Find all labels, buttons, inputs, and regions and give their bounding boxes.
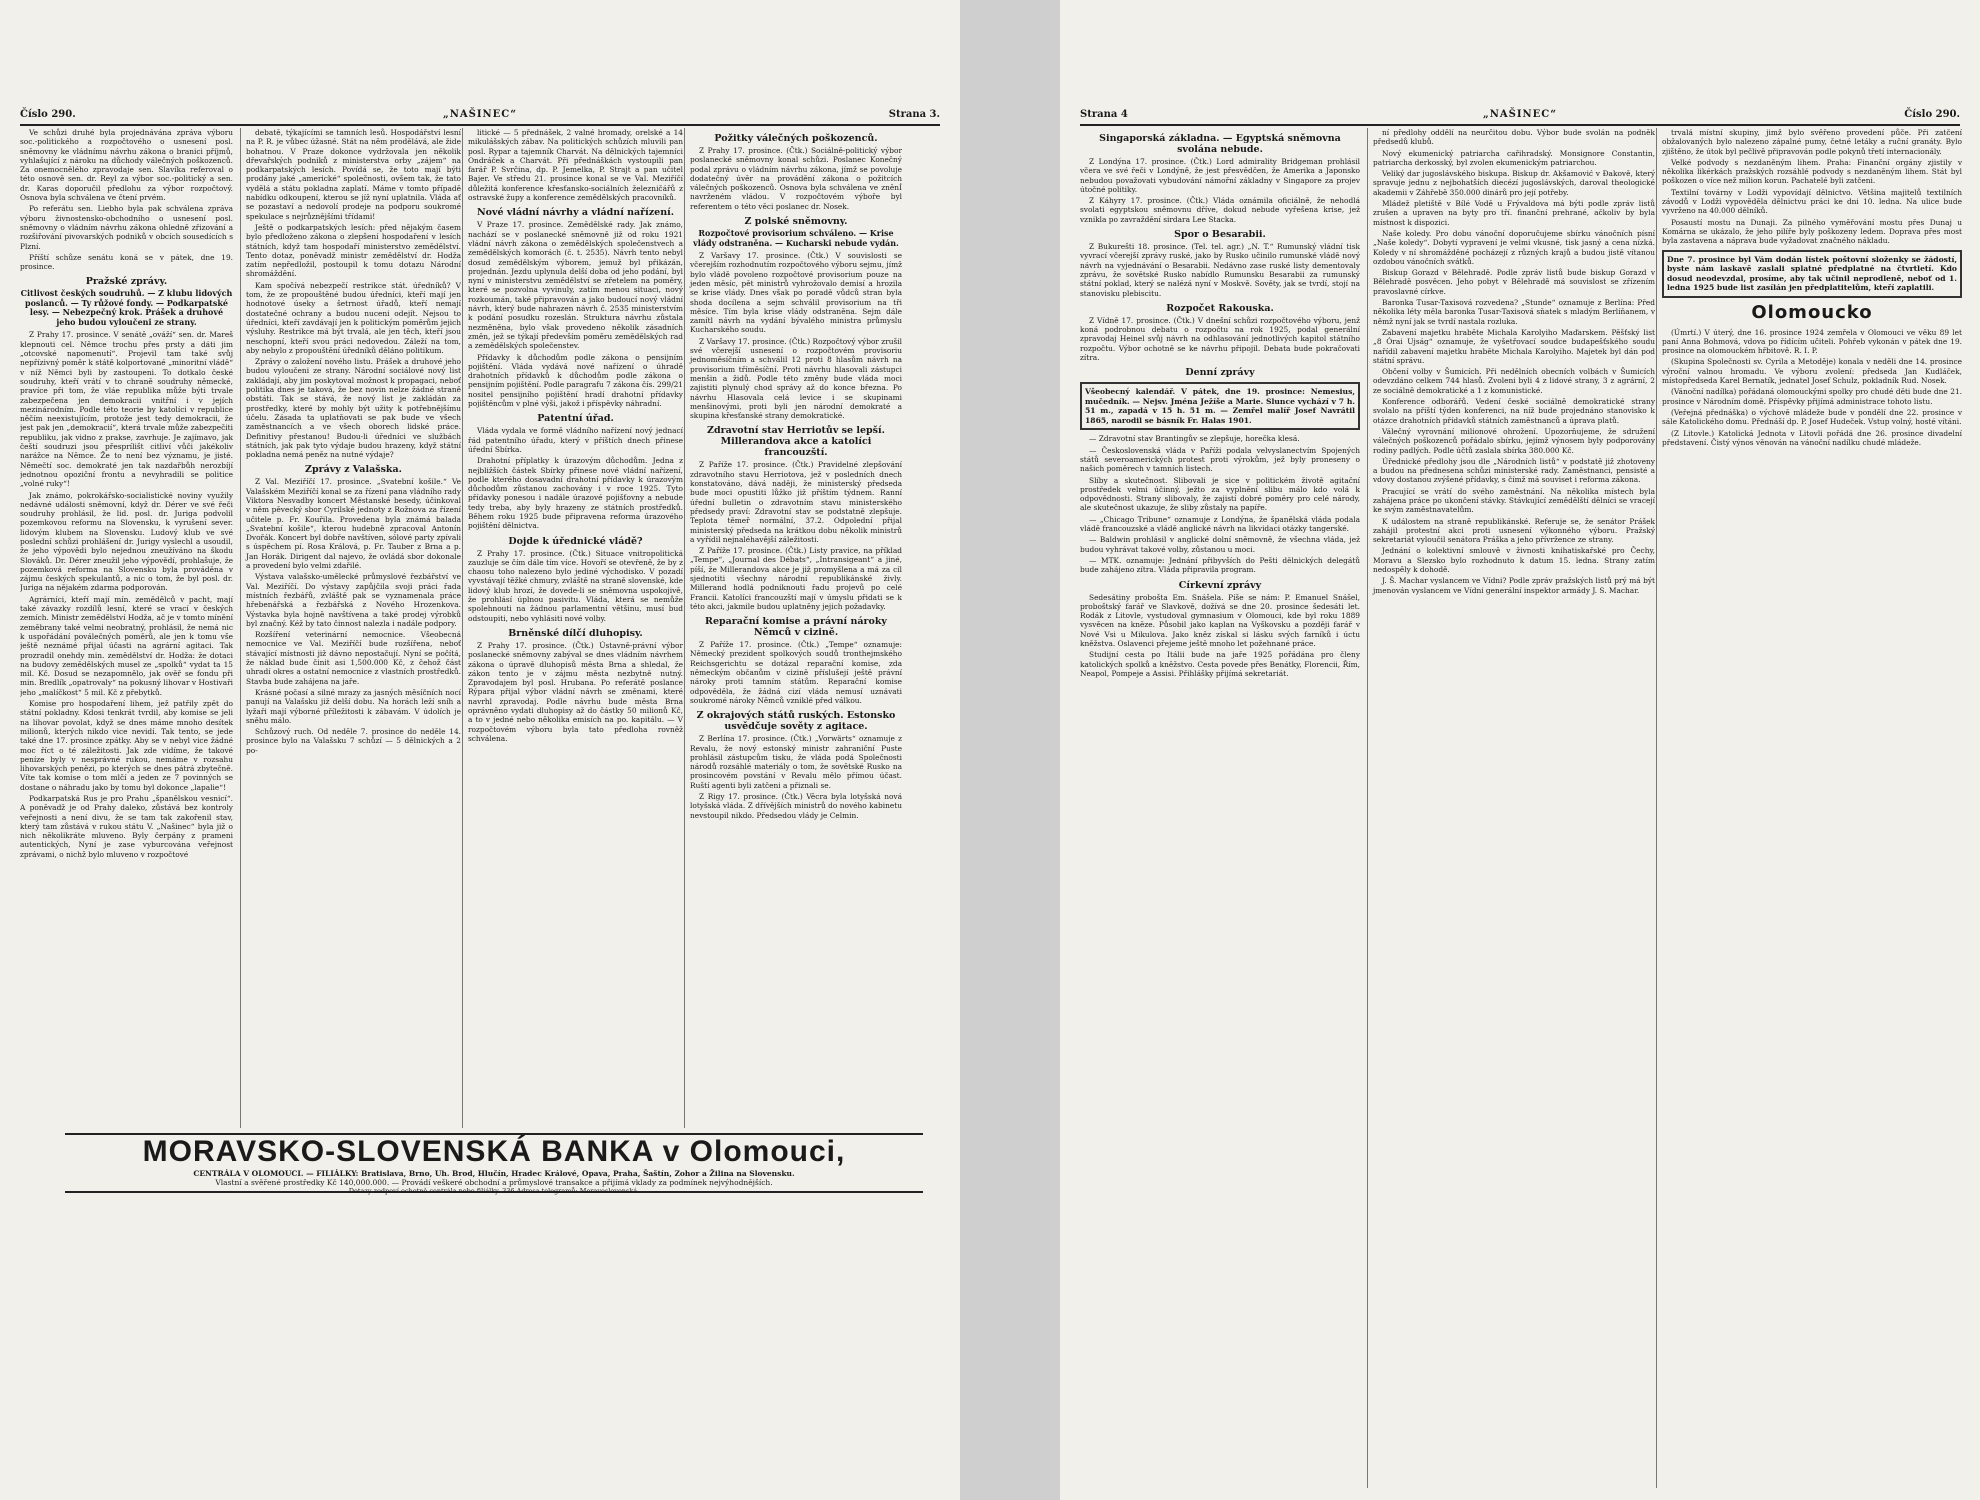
article-paragraph: (Vánoční nadílka) pořádaná olomouckými spolky pro chudé děti bude dne 21. prosince v Národním domě. Příspěvky přijímá administrace tohoto listu.	[1662, 387, 1962, 406]
article-headline: Zdravotní stav Herriotův se lepší. Millerandova akce a katolíci francouzští.	[707, 425, 885, 459]
bank-contact: Dotazy zodpoví ochotně centrála nebo filiálky. 336 Adresa telegramů: Moravoslovenská.	[348, 1187, 640, 1195]
right-newspaper-page	[1060, 0, 1980, 1500]
article-paragraph: Drahotní příplatky k úrazovým důchodům. Jedna z nejbližších částek Sbírky přinese nové vládní nařízení, podle kterého dosavadní drahotní přídavky k úrazovým důchodům zůstanou zachovány i v roce 1925. Tyto přídavky ponesou i nadále úrazové pojišťovny a nebude tedy treba, aby byly hrazeny ze státních prostředků. Během roku 1925 bude připravena reforma úrazového pojištění dělnictva.	[468, 456, 683, 531]
article-paragraph: — Zdravotní stav Brantingův se zlepšuje, horečka klesá.	[1089, 434, 1300, 444]
article-column	[1367, 128, 1655, 1488]
article-paragraph: Slíby a skutečnost. Slibovali je sice v politickém životě agitační prostředek velmi účinný, ježto za vyplnění slibu málo kdo volá k odpovědnosti. Strany slibovaly, že zajistí dobré poměry pro celé národy, ale skutečnost ukazuje, že sliby zůstaly na papíře.	[1080, 475, 1360, 513]
article-column	[1080, 128, 1360, 1488]
article-column	[462, 128, 683, 1128]
article-paragraph: Z Varšavy 17. prosince. (Čtk.) V souvislosti se včerejším rozhodnutím rozpočtového výboru sejmu, jímž bylo vládě povoleno rozpočtové provisorium pouze na jeden měsíc, pět ministrů vyhrožovalo demisí a hrozila se krise vlády. Dnes však po poradě vůdců stran byla shoda docílena a sejm schválil provisorium na tři měsíce. Tím byla krise vlády odstraněna. Sejm dále zamítl návrh na vydání bývalého ministra průmyslu Kucharského soudu.	[690, 251, 902, 335]
article-paragraph: Sedesátiny probošta Em. Snášela. Píše se nám: P. Emanuel Snášel, proboštský farář ve Slavkově, dožívá se dne 20. prosince šedesáti let. Rodák z Litovle, vystudoval gymnasium v Olomouci, kde byl roku 1889 vysvěcen na kněze. Působil jako kaplan na Vyškovsku a později farář v Nové Vsi u Mikulova. Jako kněz získal si lásku svých farníků i úctu kněžstva. Oslavenci přejeme ještě mnoho let požehnané práce.	[1080, 592, 1360, 648]
article-paragraph: — „Chicago Tribune“ oznamuje z Londýna, že španělská vláda podala vládě francouzské a vládě anglické návrh na likvidaci otázky tangerské.	[1080, 514, 1360, 534]
article-paragraph: Přídavky k důchodům podle zákona o pensijním pojištění. Vláda vydává nové nařízení o úhradě drahotních přídavků k důchodům podle zákona o pensijním pojištění. Podle paragrafu 7 zákona čís. 299/21 nositel pensijního pojištění hradí drahotní přídavky pojištěncům v plné výši, jakož i příspěvky náhradní.	[468, 352, 683, 409]
article-paragraph: Příští schůze senátu koná se v pátek, dne 19. prosince.	[20, 252, 233, 272]
article-paragraph: Občení volby v Šumicích. Při nedělních obecních volbách v Šumicích odevzdáno celkem 744 hlasů. Zvoleni byli 4 z lidové strany, 3 z agrární, 2 ze sociálně demokratické a 1 z komunistické.	[1373, 367, 1655, 395]
article-paragraph: Z Paříže 17. prosince. (Čtk.) Pravidelné zlepšování zdravotního stavu Herriotova, jež v posledních dnech konstatováno, dává naději, že ministerský předseda bude moci opustiti lůžko již příštím týdnem. Ranní úřední bulletin o zdravotním stavu ministerského předsedy praví: Zdravotní stav se podstatně zlepšuje. Teplota těmeř normální, 37.2. Odpolední přijal ministerský předseda na krátkou dobu několik ministrů a vyřídil nejnaléhavější záležitosti.	[690, 460, 902, 544]
left-newspaper-page	[0, 0, 960, 1500]
article-paragraph: Po referátu sen. Liebho byla pak schválena zpráva výboru živnostensko-obchodního o usnesení posl. sněmovny o vládním návrhu zákona ohledně zřizování a rozšiřování pivovarských podniků v obcích sousedících s Plzní.	[20, 204, 233, 251]
article-paragraph: K událostem na straně republikánské. Referuje se, že senátor Prášek zahájil protestní akci proti usnesení výkonného výboru. Pražský sekretariát vyloučil senátora Práška a jeho přívržence ze strany.	[1373, 516, 1655, 545]
article-paragraph: Komise pro hospodaření lihem, jež patřily zpět do státní pokladny. Kdosi tenkrát tvrdil, aby komise se jeli na lihovar povolat, když se dnes máme mnoho desítek milionů, kterých nikdo vice nevidí. Tak tento, se jede také dne 17. prosince zpátky. Aby se v nebyl vice žádné moc říct o té záležitosti. Jak zde vidíme, že takové peníze byly v nesprávné rukou, nemáme v rozsahu lihovarských penězi, po kterých se dnes pátrá zbytečně. Víte tak komise o tom mlčí a jeden ze 7 povinných se dostane o náhradu jako by tomu byl dokonce „lapalie“!	[20, 699, 233, 792]
running-head	[1080, 108, 1960, 126]
article-paragraph: Z Prahy 17. prosince. (Čtk.) Situace vnitropolitická zauzluje se čím dále tím více. Hovoří se otevřeně, že by z chaosu toho nalezeno bylo jediné východisko. V pozadí vyvstávají těžké chmury, zvláště na straně slovenské, kde lidový klub hrozí, že dovede-li se sněmovna uspokojivě, že prohlásí úplnou pasivitu. Vláda, která se nemůže spolehnouti na žádnou parlamentní většinu, musí buď odstoupiti, nebo vyhlásiti nové volby.	[468, 548, 683, 623]
article-paragraph: (Úmrtí.) V úterý, dne 16. prosince 1924 zemřela v Olomouci ve věku 89 let paní Anna Bohmová, vdova po řídícím učiteli. Pohřeb vykonán v pátek dne 19. prosince na olomouckém hřbitově. R. I. P.	[1662, 327, 1962, 356]
article-paragraph: Pracující se vrátí do svého zaměstnání. Na několika místech byla zahájena práce po ukončení stávky. Stávkující zemědělští dělníci se vracejí ke svým zaměstnavatelům.	[1373, 486, 1655, 515]
bank-advertisement	[65, 1133, 923, 1193]
article-headline: Pražské zprávy.	[85, 276, 168, 288]
article-paragraph: Krásné počasí a silné mrazy za jasných měsíčních nocí panují na Valašsku již delší dobu. Na horách leží sníh a lyžaři mají výborné příležitosti k zábavám. V údolích je sněhu málo.	[246, 687, 461, 725]
article-paragraph: Z Prahy 17. prosince. (Čtk.) Sociálně-politický výbor poslanecké sněmovny konal schůzi. Poslanec Konečný podal zprávu o vládním návrhu zákona, jímž se povoluje dodatečný úvěr na provádění zákona o požitcích válečných poškozenců. Osnova byla schválena ve zněnÍ navrženém vládou. V rozpočtovém výboře byl referentem o této věci poslanec dr. Nosek.	[690, 146, 902, 211]
article-paragraph: — Baldwin prohlásil v anglické dolní sněmovně, že všechna vláda, jež budou vyhrávat takové volby, zůstanou u moci.	[1080, 535, 1360, 554]
masthead-title: „NAŠINEC“	[1482, 109, 1558, 120]
article-paragraph: Naše koledy. Pro dobu vánoční doporučujeme sbírku vánočních písní „Naše koledy“. Dobytí vypravení je velmi vkusné, tisk jasný a cena nízká. Koledy v ní shromážděné pocházejí z různých krajů a budou jistě vítanou ozdobou vánočních svátků.	[1373, 228, 1655, 266]
article-paragraph: J. Š. Machar vyslancem ve Vídni? Podle zpráv pražských listů prý má být jmenován vyslancem ve Vídni generální inspektor armády J. S. Machar.	[1373, 576, 1655, 595]
bank-name: MORAVSKO-SLOVENSKÁ BANKA v Olomouci,	[142, 1135, 846, 1168]
article-paragraph: Z Rigy 17. prosince. (Čtk.) Věcra byla lotyšská nová lotyšská vláda. Z dřívějších ministrů do nového kabinetu nevstoupil nikdo. Předsedou vlády je Celmin.	[690, 792, 902, 820]
article-column	[240, 128, 461, 1128]
running-head	[20, 108, 940, 126]
bank-branches: CENTRÁLA V OLOMOUCI. — FILIÁLKY: Bratislava, Brno, Uh. Brod, Hlučín, Hradec Králové, Opava, Praha, Šaštín, Zohor a Žilina na Slovensku.	[193, 1169, 795, 1178]
article-paragraph: Úřednické předlohy jsou dle „Národních listů“ v podstatě již zhotoveny a budou na přednesena schůzi ministerské rady. Zaměstnanci, pensisté a vdovy dostanou zvýšené přídavky, s čímž má souviset i reforma zákona.	[1373, 456, 1655, 485]
article-paragraph: Velké podvody s nezdaněným lihem. Praha: Finanční orgány zjistily v několika likérkách pražských rozsáhlé podvody s nezdaněným lihem. Stát byl poškozen o více než milion korun. Pachatelé byli zatčeni.	[1662, 157, 1962, 186]
article-paragraph: (Veřejná přednáška) o výchově mládeže bude v pondělí dne 22. prosince v sále Katolického domu. Přednáší dp. P. Josef Hudeček. Vstup volný, hosté vítáni.	[1662, 407, 1962, 427]
article-paragraph: trvalá místní skupiny, jimž bylo svěřeno provedení půče. Při zatčení obžalovaných bylo nalezeno zápalné pumy, četné letáky a ruční granáty. Bylo zjištěno, že útok byl pečlivě připravován podle pokynů třetí internacionály.	[1662, 128, 1962, 156]
article-column	[684, 128, 902, 1128]
article-paragraph: Válečný vyrovnání milionové ohrožení. Upozorňujeme, že sdružení válečných poškozenců pořádalo sbírku, jejímž výnosem byly podporovány rodiny padlých. Podle účtů zaslala sbírka 380.000 Kč.	[1373, 426, 1655, 455]
article-paragraph: Z Val. Meziříčí 17. prosince. „Svatební košile.“ Ve Valašském Meziříčí konal se za řízení pana vládního rady Viktora Nesvadby koncert Městanské besedy, účinkoval v něm pěvecký sbor Cyrilské jednoty z Rožnova za řízení učitele p. Fr. Kouřila. Provedena byla známá balada „Svatební košile“, kterou hudebně zpracoval Antonín Dvořák. Koncert byl dobře navštíven, sólové party zpívali s úspěchem pí. Rosa Králová, p. Fr. Tauber z Brna a p. Jan Horák. Dirigent dal najevo, že ovládá sbor dokonale a provedení bylo velmi zdařilé.	[246, 477, 461, 571]
bank-capital: Vlastní a svěřené prostředky Kč 140,000.000. — Provádí veškeré obchodní a průmyslové transakce a přijímá vklady za podmínek nejvýhodnějších.	[215, 1178, 773, 1187]
article-paragraph: Schůzový ruch. Od neděle 7. prosince do neděle 14. prosince bylo na Valašsku 7 schůzí — 5 dělnických a 2 po-	[246, 727, 461, 755]
masthead-title: „NAŠINEC“	[442, 109, 518, 120]
article-paragraph: Jak známo, pokrokářsko-socialistické noviny využily nedávné události sněmovní, když dr. Dérer ve své řeči soudruhy prohlásil, že lid. posl. dr. Juriga podvolil pozemkovou reformu na Slovensku, k vyrušení sever. lidovým klubem na Slovensku. Ludový klub ve své poslední schůzi prohlášení dr. Jurigy vyslechl a usoudil, že jeho výpovědi bylo nejednou zneužíváno na škodu Slováků. Dr. Dérer zneužil jeho výpovědí, prohlašuje, že pozemková reforma na Slovensku byla prováděna v zájmu českých spekulantů, a nic o tom, že byl posl. dr. Juriga na nějakém zdarma podporován.	[20, 490, 233, 593]
article-paragraph: Výstava valašsko-umělecké průmyslové řezbářství ve Val. Meziříčí. Do výstavy zapůjčila svoji práci řada místních řezbářů, zvláště pak se vyznamenala práce hřebenářská a řezbářská z Nového Hrozenkova. Výstavka byla hojně navštívena a také prodej výrobků byl značný. Kéž by tato činnost nalezla i nadále podpory.	[246, 572, 461, 628]
article-paragraph: Podkarpatská Rus je pro Prahu „španělskou vesnicí“. A poněvadž je od Prahy daleko, zůstává bez kontroly veřejnosti a není divu, že se tam tak zakořenil stav, který tam zůstává v rukou státu V. „Našinec“ byla již o nich několikráte mluveno. Byly čerpány z prameni autentických, Nyní je zase vyburcována veřejnost zprávami, o nichž bylo mluveno v rozpočtové	[20, 794, 233, 859]
article-paragraph: Agrárníci, kteří mají mín. zemědělců v pacht, mají také závazky rozdílů lesní, které se vrací v českých zemích. Ministr zemědělství Hodža, ač je v tomto mínění zeměbrany také velmi neobratný, prohlásil, že nemá nic k uspořádání poválečných poměrů, ale jen k tomu vše ještě neznámé přijal účasti na agrární agitaci. Tak prozradil onehdy min. zemědělství dr. Hodža: že dotaci na budovy zemědělských musel ze „spolků“ vydat ta 15 mil. Kč. Dosud se nezapomnělo, jak ověř se fondu při min. Bredlík „opatrovaly“ na pokusný lihovar v Hostivaři jeho „malíčkost“ 5 mil. Kč z přebytků.	[20, 594, 233, 697]
article-headline: Rozpočet Rakouska.	[1166, 302, 1274, 314]
page-number: Strana 3.	[888, 109, 940, 120]
article-headline: Dojde k úřednické vládě?	[508, 535, 643, 547]
article-headline: Požitky válečných poškozenců.	[714, 133, 878, 144]
article-paragraph: (Z Litovle.) Katolická Jednota v Litovli pořádá dne 26. prosince divadelní představení. Čistý výnos věnován na vánoční nadílku chudé mládeže.	[1662, 428, 1962, 447]
article-paragraph: Veliký dar jugoslávského biskupa. Biskup dr. Akšamović v Đakově, který spravuje jednu z nejbohatších diecézí jugoslávských, daroval theologické akademii v Záhřebě 350.000 dinárů pro její potřeby.	[1373, 169, 1655, 197]
article-headline: Církevní zprávy	[1178, 579, 1262, 591]
article-paragraph: Konference odborářů. Vedení české sociálně demokratické strany svolalo na příští týden konferenci, na níž bude projednáno stanovisko k otázce drahotních přídavků státních zaměstnanců a úprava platů.	[1373, 397, 1655, 425]
issue-number: Číslo 290.	[20, 109, 76, 120]
article-paragraph: litické — 5 přednášek, 2 valné hromady, orelské a 14 mikulášských zábav. Na politických schůzích mluvili pan posl. Rypar a tajemník Charvát. Na dělnických tajemníci Ondráček a Charvát. Při přednáškách vystoupili pan farář P. Svrčina, dp. P. Jemelka, P. Strajt a pan učitel Bajer. Ve středu 21. prosince konal se ve Val. Meziříčí důležitá konference křesťansko-sociálních železničářů z ostravské župy a konference zemědělských pracovníků.	[468, 128, 683, 203]
article-paragraph: Kam spočívá nebezpečí restrikce stát. úředníků? V tom, že ze propouštěné budou úředníci, kteří mají jen hodnotové úseky a šetrnost úřadů, kteří nemají dostatečné ochrany a budou nuceni odejít. Nejsou to úředníci, kteří zavdávají jen k politickým poměrům jejich výsluhy. Restrikce má být trvalá, ale jen těch, kteří jsou neschopní, kteří svou práci nedovedou. Záleží na tom, aby nebylo z propouštění úředníků děláno politikum.	[246, 280, 461, 355]
article-paragraph: Z Vídně 17. prosince. (Čtk.) V dnešní schůzi rozpočtového výboru, jenž koná podrobnou debatu o rozpočtu na rok 1925, podal generální zpravodaj Heinel svůj návrh na odhlasování jednotlivých kapitol státního rozpočtu. Výbor ochotně se ke návrhu připojil. Debata bude pokračovati zítra.	[1080, 315, 1360, 363]
article-paragraph: Zabavení majetku hraběte Michala Karolyiho Maďarskem. Pěšťský list „8 Órai Ujság“ oznamuje, že vyšetřovací soudce budapešťského soudu nařídil zabavení majetku hraběte Michala Karolyiho. Majetek byl dán pod státní správu.	[1373, 327, 1655, 365]
article-paragraph: Z Paříže 17. prosince. (Čtk.) Listy pravice, na příklad „Tempe“, „Journal des Débats“, „Intransigeant“ a jiné, píší, že Millerandova akce je již promyšlena a má za cíl sjednotiti všechny národní republikánské živly. Millerand hodlá podniknouti řadu projevů po celé Francii. Katolíci francouzští mají v úmyslu přidati se k této akci, jakmile budou uplatněny jejich požadavky.	[690, 546, 902, 611]
article-headline: Denní zprávy	[1185, 367, 1255, 379]
article-paragraph: Z Káhyry 17. prosince. (Čtk.) Vláda oznámila oficiálně, že nehodlá svolati egyptskou sněmovnu dříve, dokud nebude vyřešena krise, jež vznikla po zavraždění sirdara Lee Stacka.	[1080, 196, 1360, 224]
article-paragraph: debatě, týkajícími se tamních lesů. Hospodářství lesní na P. R. je vůbec úžasné. Stát na něm prodělává, ale žide bohatnou. V Praze dokonce vydržovala jen několik dřevařských podniků z ministerstva orby „zájem“ na podkarpatských lesích. Povídá se, že toto mají býti prodány jaké „americké“ společnosti, ovšem tak, že tato vydělá a státu pokladna zaplatí. Máme v tomto případě nabídku odkoupení, kterou se jíž nyní uplatnila. Vláda ať se pozastaví a nedovolí prodeje na podporu soukromé spekulace s nejrůznějšími třídami!	[246, 128, 461, 221]
article-paragraph: Mládež pletiště v Bílé Vodě u Frývaldova má býti podle zpráv listů zrušen a upraven na byty pro tří. finanční prehrané, ačkoliv by byla místnost k dispozici.	[1373, 199, 1655, 227]
article-paragraph: Textilní továrny v Lodži vypovídají dělnictvo. Většina majitelů textilních závodů v Lodži vypověděla dělnictvu práci ke dni 10. ledna. Na ulice bude vyvrženo na 40.000 dělníků.	[1662, 187, 1962, 216]
article-headline: Z okrajových států ruských. Estonsko usvědčuje sověty z agitace.	[696, 710, 896, 733]
article-paragraph: Biskup Gorazd v Bělehradě. Podle zpráv listů bude biskup Gorazd v Bělehradě posvěcen. Jeho pobyt v Bělehradě má souvislost se zřízením pravoslavné církve.	[1373, 268, 1655, 296]
article-headline: Zprávy z Valašska.	[305, 464, 402, 476]
article-paragraph: Z Berlína 17. prosince. (Čtk.) „Vorwärts“ oznamuje z Revalu, že nový estonský ministr zahraniční Puste prohlásil zástupcům tisku, že vláda podá Společnosti národů rozsáhlé materiály o tom, že sovětské Rusko na prosincovém povstání v Revalu mělo přímou účast. Ruští agenti byli zatčeni a přiznali se.	[690, 734, 902, 790]
article-headline: Singaporská základna. — Egyptská sněmovna svolána nebude.	[1099, 133, 1341, 155]
article-paragraph: Z Bukurešti 18. prosince. (Tel. tel. agr.) „N. T.“ Rumunský vládní tisk vyvrací včerejší zprávy ruské, jako by Rusko učinilo rumunské vládě nový návrh na vyjednávání o Besarabii. Nedávno zase ruské listy dementovaly zprávu, že sovětské Rusko nabídlo Rumunsku Besarabii za rumunský státní poklad, který se nalézá nyní v Moskvě. Sověty, jak se tvrdí, stojí na stanovisku plebiscitu.	[1080, 242, 1360, 298]
article-headline: Reparační komise a právní nároky Němců v cizině.	[705, 616, 887, 639]
article-paragraph: Nový ekumenický patriarcha cařihradský. Monsignore Constantin, patriarcha derkosský, byl zvolen ekumenickým patriarchou.	[1373, 148, 1655, 167]
article-paragraph: Z Varšavy 17. prosince. (Čtk.) Rozpočtový výbor zrušil své včerejší usnesení o rozpočtovém provisoriu jednoměsíčním a schválil 12 proti 8 hlasům návrh na provisorium tříměsíční. Proti návrhu hlasovali zástupci menšin a židů. Podle této změny bude vláda moci zajistiti plynulý chod správy až do konce března. Po návrhu Hlasovala celá levice i se skupinami menšinovými, proti byli jen národní demokraté a skupina křesťanské strany demokratické.	[690, 336, 902, 421]
article-paragraph: (Skupina Společnosti sv. Cyrila a Metoděje) konala v neděli dne 14. prosince výroční valnou hromadu. Ve výboru zvolení: předseda Jan Kudláček, místopředseda Karel Bernatík, jednatel Josef Schulz, pokladník Rud. Nosek.	[1662, 357, 1962, 386]
article-paragraph: Jednání o kolektivní smlouvě v živnosti knihatiskařské pro Čechy, Moravu a Slezsko bylo rozhodnuto k datum 15. ledna. Strany zatím nedospěly k dohodě.	[1373, 546, 1655, 575]
article-paragraph: Vláda vydala ve formě vládního nařízení nový jednací řád patentního úřadu, který v příštích dnech přinese úřední Sbírka.	[468, 426, 683, 454]
page-number: Strana 4	[1080, 109, 1128, 120]
article-paragraph: V Praze 17. prosince. Zemědělské rady. Jak známo, nachází se v poslanecké sněmovně již od roku 1921 vládní návrh zákona o zemědělských společenstvech a zemědělských komorách (č. t. 2535). Návrh tento nebyl dosud zemědělským výborem, jemuž byl přikázán, projednán. Jezdu uplynula delší doba od jeho podání, byl nyní v ministerstvu zemědělství se zřetelem na poměry, které se pozvolna vyvinuly, zatím menou situaci, nový rozkoumán, také připravován a jako budoucí nový vládní návrh, který bude nahrazen návrh č. 2535 ministerstvím k podání posudku rozeslán. Struktura návrhu zůstala nezměněna, bylo však provedeno několik zásadních změn, jež se týkají především poměru zemědělských rad a zemědělských společenstev.	[468, 220, 683, 351]
section-title: Olomoucko	[1751, 301, 1873, 323]
article-headline: Z polské sněmovny.	[744, 216, 848, 228]
article-paragraph: Z Prahy 17. prosince. (Čtk.) Ústavně-právní výbor poslanecké sněmovny zabýval se dnes vládním návrhem zákona o úpravě dluhopisů města Brna a shledal, že zákon tento je v zájmu města nezbytně nutný. Zpravodajem byl posl. Hrubana. Po referátě poslance Rýpara přijal výbor vládní návrh se změnami, které navrhl zpravodaj. Podle návrhu bude města Brna oprávněno vydati dluhopisy až do částky 50 milionů Kč, a to v jedné nebo několika emisích na po. kapitálu. — V rozpočtovém výboru byla tato předloha rovněž schválena.	[468, 640, 683, 743]
issue-number: Číslo 290.	[1904, 109, 1960, 120]
article-paragraph: Baronka Tusar-Taxisová rozvedena? „Stunde“ oznamuje z Berlína: Před několika léty měla baronka Tusar-Taxisová sňatek s mladým Berlíňanem, v němž nyní jak se tvrdí nastala rozluka.	[1373, 298, 1655, 326]
article-headline: Spor o Besarabii.	[1174, 229, 1266, 241]
article-paragraph: — MTK. oznamuje: Jednání přibyvších do Pešti dělnických delegátů bude zahájeno zítra. Vláda připravila program.	[1080, 555, 1360, 575]
article-paragraph: Rozšíření veterinární nemocnice. Všeobecná nemocnice ve Val. Meziříčí bude rozšířena, neboť stávající místnosti již dávno nepostačují. Nyní se počítá, že náklad bude činit asi 1,500.000 Kč, z čehož část uhradí okres a ostatní nemocnice z vlastních prostředků. Stavba bude zahájena na jaře.	[246, 630, 461, 686]
article-paragraph: Z Prahy 17. prosince. V senátě „ováží“ sen. dr. Mareš klepnouti cel. Němce trochu přes prsty a dáti jim „otcovské napomenutí“. Projevil tam také svůj nepřízivný poměr k státě kolportované „minoritní vládě“ v níž Němci byli by zastoupeni. To dotkalo české soudruhy, kteří vrátí v to chraně soudruhy německé, pravíce při tom, že vláe republika může býti trvale zabezpečena jen demokracii vnitřní i v jejích mezinárodním. Podle této teorie by katolíci v republice něčím neexistujícím, protože jest tedy demokracii, že jest pak jen „demokracií“, která trvale může zabezpečiti republiku, jak vidno z prakse, zavrhuje. Je zajímavo, jak čeští soudruzi jsou přesprílišt citliví vůči jakékoliv narážce na Němce. Že to není bez významu, je jisté. Němečtí soc. demokraté jen tak nazdařbůh nerozbíjí jednotnou opoziční frontu a nevyhradili se politice „volné ruky“!	[20, 330, 233, 489]
article-column	[1656, 128, 1962, 1488]
article-paragraph: Z Londýna 17. prosince. (Čtk.) Lord admirality Bridgeman prohlásil včera ve své řeči v Londýně, že jest přesvědčen, že Amerika a Japonsko nebudou považovati vybudování námořní základny v Singapore za projev útočné politiky.	[1080, 157, 1360, 194]
article-column	[20, 128, 233, 1488]
article-headline: Brněnské dílčí dluhopisy.	[508, 627, 643, 639]
article-subheadline: Rozpočtové provisorium schváleno. — Krise vlády odstraněna. — Kucharski nebude vydán.	[693, 228, 899, 248]
article-paragraph: Zprávy o založení nového listu. Prášek a druhové jeho budou vyloučeni ze strany. Národní sociálové nový list zakládají, aby jim poskytoval možnost k propagaci, neboť politika dnes je taková, že bez novin nelze žádné straně obstáti. Tak se stává, že nový list je zakládán za prostředky, které by mohly být užity k potřebnějšímu účelu. Zásada ta uplatňovati se pak bude ve všech zaměstnancích a ve všech oborech lidské práce. Definitivy přestanou! Budou-li úředníci ve službách státních, jak pak tyto výdaje budou hrazeny, když státní pokladna nemá peněz na nutné výdaje?	[246, 357, 461, 460]
article-subheadline: Citlivost českých soudruhů. — Z klubu lidových poslanců. — Ty růžové fondy. — Podkarpatské lesy. — Nebezpečný krok. Prášek a druhové jeho budou vyloučeni ze strany.	[20, 288, 233, 327]
article-headline: Nové vládní návrhy a vládní nařízení.	[476, 207, 675, 219]
boxed-notice: Dne 7. prosince byl Vám dodán lístek poštovní složenky se žádostí, byste nám laskavě zaslali splatné předplatné na čtvrtletí. Kdo dosud neodevzdal, prosíme, aby tak učinil neprodleně, neboť od 1. ledna 1925 bude list zasílán jen předplatitelům, kteří zaplatili.	[1662, 250, 1962, 298]
article-paragraph: Z Paříže 17. prosince. (Čtk.) „Tempe“ oznamuje: Německý prezident spolkových soudů tronthejmského Reichsgerichtu se dotázal reparační komise, zda německým občanům v cizině příslušejí ještě právní nároky proti tamním státům. Reparační komise odpověděla, že žádná cizí vláda nemusí uznávati soukromé nároky Němců vzniklé před válkou.	[690, 640, 902, 705]
article-paragraph: Studijní cesta po Itálii bude na jaře 1925 pořádána pro členy katolických spolků a kněžstvo. Cesta povede přes Benátky, Florencii, Řím, Neapol, Pompeje a Assisi. Přihlášky přijímá sekretariát.	[1080, 650, 1360, 678]
article-paragraph: Ve schůzi druhé byla projednávána zpráva výboru soc.-politického a rozpočtového o usnesení posl. sněmovny ke vládnímu návrhu zákona o branici příjmů, vyhlašující z nároku na důchody válečných poškozenců. Za onemocnělého zpravodaje sen. Slavíka referoval o této osnově sen. dr. Reyl za výbor soc.-politický a sen. dr. Karas doporučil předlohu za výbor rozpočtový. Osnova byla schválena ve čtení prvém.	[20, 128, 233, 203]
article-paragraph: — Československá vláda v Paříži podala velvyslanectvím Spojených států severoamerických protest proti výrokům, jež byly proneseny o našich poměrech v tamních listech.	[1080, 445, 1360, 474]
article-paragraph: ní předlohy oddělí na neurčitou dobu. Výbor bude svolán na podněk předsedů klubů.	[1373, 128, 1655, 147]
article-paragraph: Ještě o podkarpatských lesích: před nějakým časem bylo předloženo zákona o zlepšení hospodaření v lesích státních, když tam hospodaří ministerstvo zemědělství. Tento dotaz, poněvadž ministr zemědělství dr. Hodža zatím nepředložil, postoupil k tomu dotazu Národní shromáždění.	[246, 222, 461, 279]
boxed-notice: Všeobecný kalendář. V pátek, dne 19. prosince: Nemesius, mučedník. — Nejsv. Jména Ježíše a Marie. Slunce vychází v 7 h. 51 m., zapadá v 15 h. 51 m. — Zemřel malíř Josef Navrátil 1865, narodil se básník Fr. Halas 1901.	[1080, 382, 1360, 430]
article-paragraph: Posaustí mostu na Dunaji. Za pilného vyměřování mostu přes Dunaj u Komárna se ukázalo, že jeho pilíře byly poškozeny ledem. Doprava přes most byla zastavena a náprava bude vyžadovat značného nákladu.	[1662, 217, 1962, 246]
article-headline: Patentní úřad.	[537, 413, 614, 425]
